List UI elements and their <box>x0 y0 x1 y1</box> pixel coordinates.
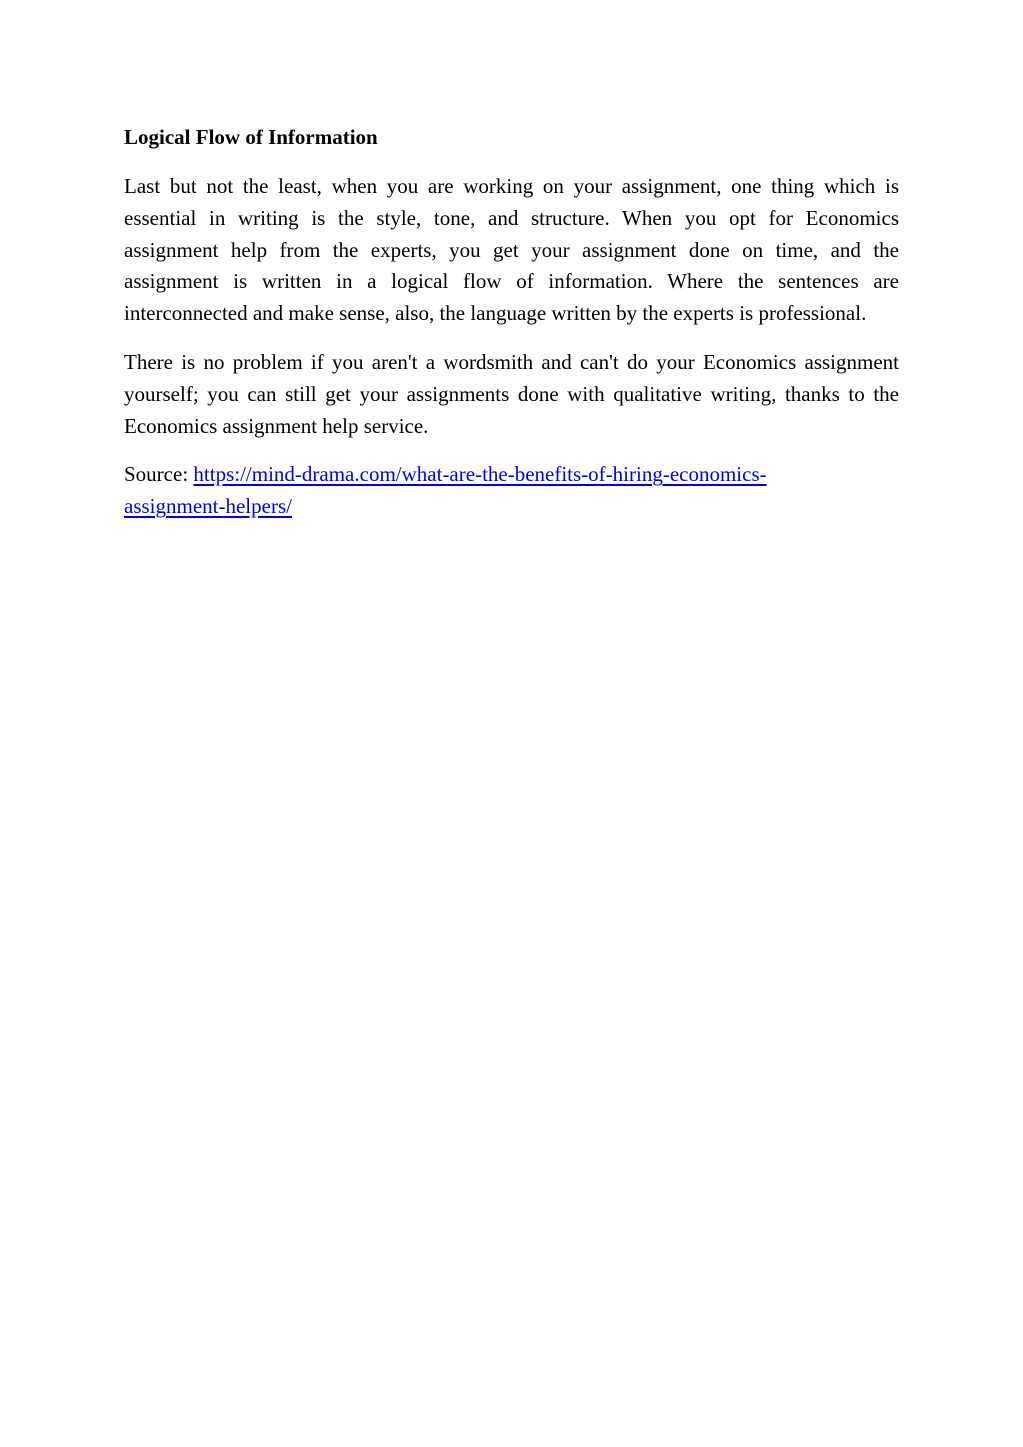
document-body <box>124 121 899 540</box>
section-heading: Logical Flow of Information <box>124 125 378 149</box>
body-paragraph-1: Last but not the least, when you are working on your assignment, one thing which is essential in writing is the style, tone, and structure. When you opt for Economics assignment help from the experts, you get your assignment done on time, and the assignment is written in a logical flow of information. Where the sentences are interconnected and make sense, also, the language written by the experts is professional. <box>124 174 899 326</box>
body-paragraph-2: There is no problem if you aren't a wordsmith and can't do your Economics assignment yourself; you can still get your assignments done with qualitative writing, thanks to the Economics assignment help service. <box>124 349 899 438</box>
source-link[interactable]: https://mind-drama.com/what-are-the-benefits-of-hiring-economics- assignment-helpers/ <box>124 462 767 519</box>
source-line <box>124 459 899 523</box>
source-label: Source: <box>124 462 194 487</box>
